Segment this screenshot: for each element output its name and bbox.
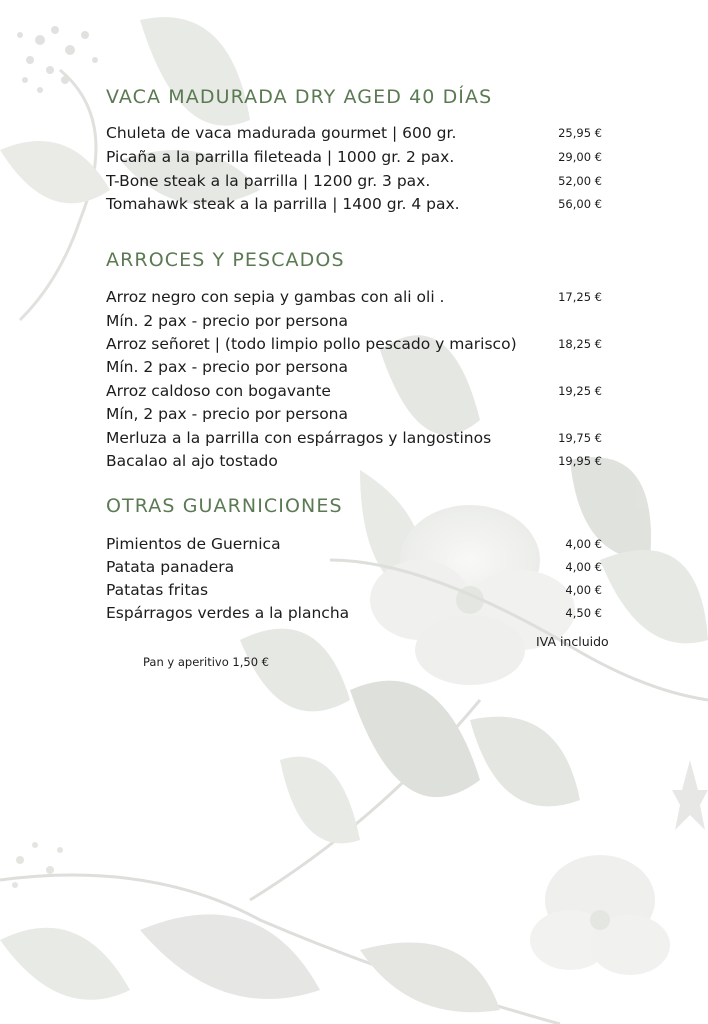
menu-item-name: T-Bone steak a la parrilla | 1200 gr. 3 pax. [106,172,431,190]
menu-item-price: 19,95 € [558,454,602,468]
menu-item [106,380,602,402]
menu-item-name: Mín, 2 pax - precio por persona [106,405,348,423]
menu-item-name: Arroz señoret | (todo limpio pollo pescado y marisco) [106,335,517,353]
menu-item-name: Patatas fritas [106,581,209,599]
menu-item-note [106,310,602,332]
menu-item [106,146,602,168]
section-title-vaca-madurada: VACA MADURADA DRY AGED 40 DÍAS [106,86,493,108]
menu-item [106,333,602,355]
menu-item-name: Bacalao al ajo tostado [106,452,278,470]
menu-item-name: Chuleta de vaca madurada gourmet | 600 gr. [106,124,457,142]
menu-item-name: Picaña a la parrilla fileteada | 1000 gr. 2 pax. [106,148,455,166]
menu-item-name: Espárragos verdes a la plancha [106,604,350,622]
menu-item [106,533,602,555]
menu-item-price: 4,50 € [565,606,602,620]
menu-item [106,193,602,215]
menu-item-price: 4,00 € [565,537,602,551]
menu-item-note [106,356,602,378]
menu-item [106,602,602,624]
section-title-otras-guarniciones: OTRAS GUARNICIONES [106,495,343,517]
menu-item [106,286,602,308]
menu-item-name: Mín. 2 pax - precio por persona [106,312,348,330]
menu-item [106,556,602,578]
menu-item-price: 29,00 € [558,150,602,164]
menu-item-name: Patata panadera [106,558,235,576]
menu-item-price: 19,25 € [558,384,602,398]
menu-item-name: Arroz caldoso con bogavante [106,382,331,400]
menu-item-name: Mín. 2 pax - precio por persona [106,358,348,376]
menu-item-name: Arroz negro con sepia y gambas con ali oli . [106,288,445,306]
menu-item-price: 4,00 € [565,583,602,597]
menu-item-price: 25,95 € [558,126,602,140]
menu-item [106,170,602,192]
menu-item-note [106,403,602,425]
menu-item-name: Merluza a la parrilla con espárragos y langostinos [106,429,492,447]
menu-item-price: 17,25 € [558,290,602,304]
menu-item-price: 56,00 € [558,197,602,211]
section-title-arroces-pescados: ARROCES Y PESCADOS [106,249,345,271]
menu-item-price: 18,25 € [558,337,602,351]
menu-item [106,122,602,144]
menu-item [106,427,602,449]
bread-appetizer-note: Pan y aperitivo 1,50 € [143,655,269,669]
menu-item-name: Tomahawk steak a la parrilla | 1400 gr. 4 pax. [106,195,460,213]
menu-item [106,579,602,601]
menu-item-price: 4,00 € [565,560,602,574]
menu-item-price: 19,75 € [558,431,602,445]
menu-item-name: Pimientos de Guernica [106,535,281,553]
menu-item [106,450,602,472]
menu-item-price: 52,00 € [558,174,602,188]
tax-included-note: IVA incluido [536,634,609,649]
